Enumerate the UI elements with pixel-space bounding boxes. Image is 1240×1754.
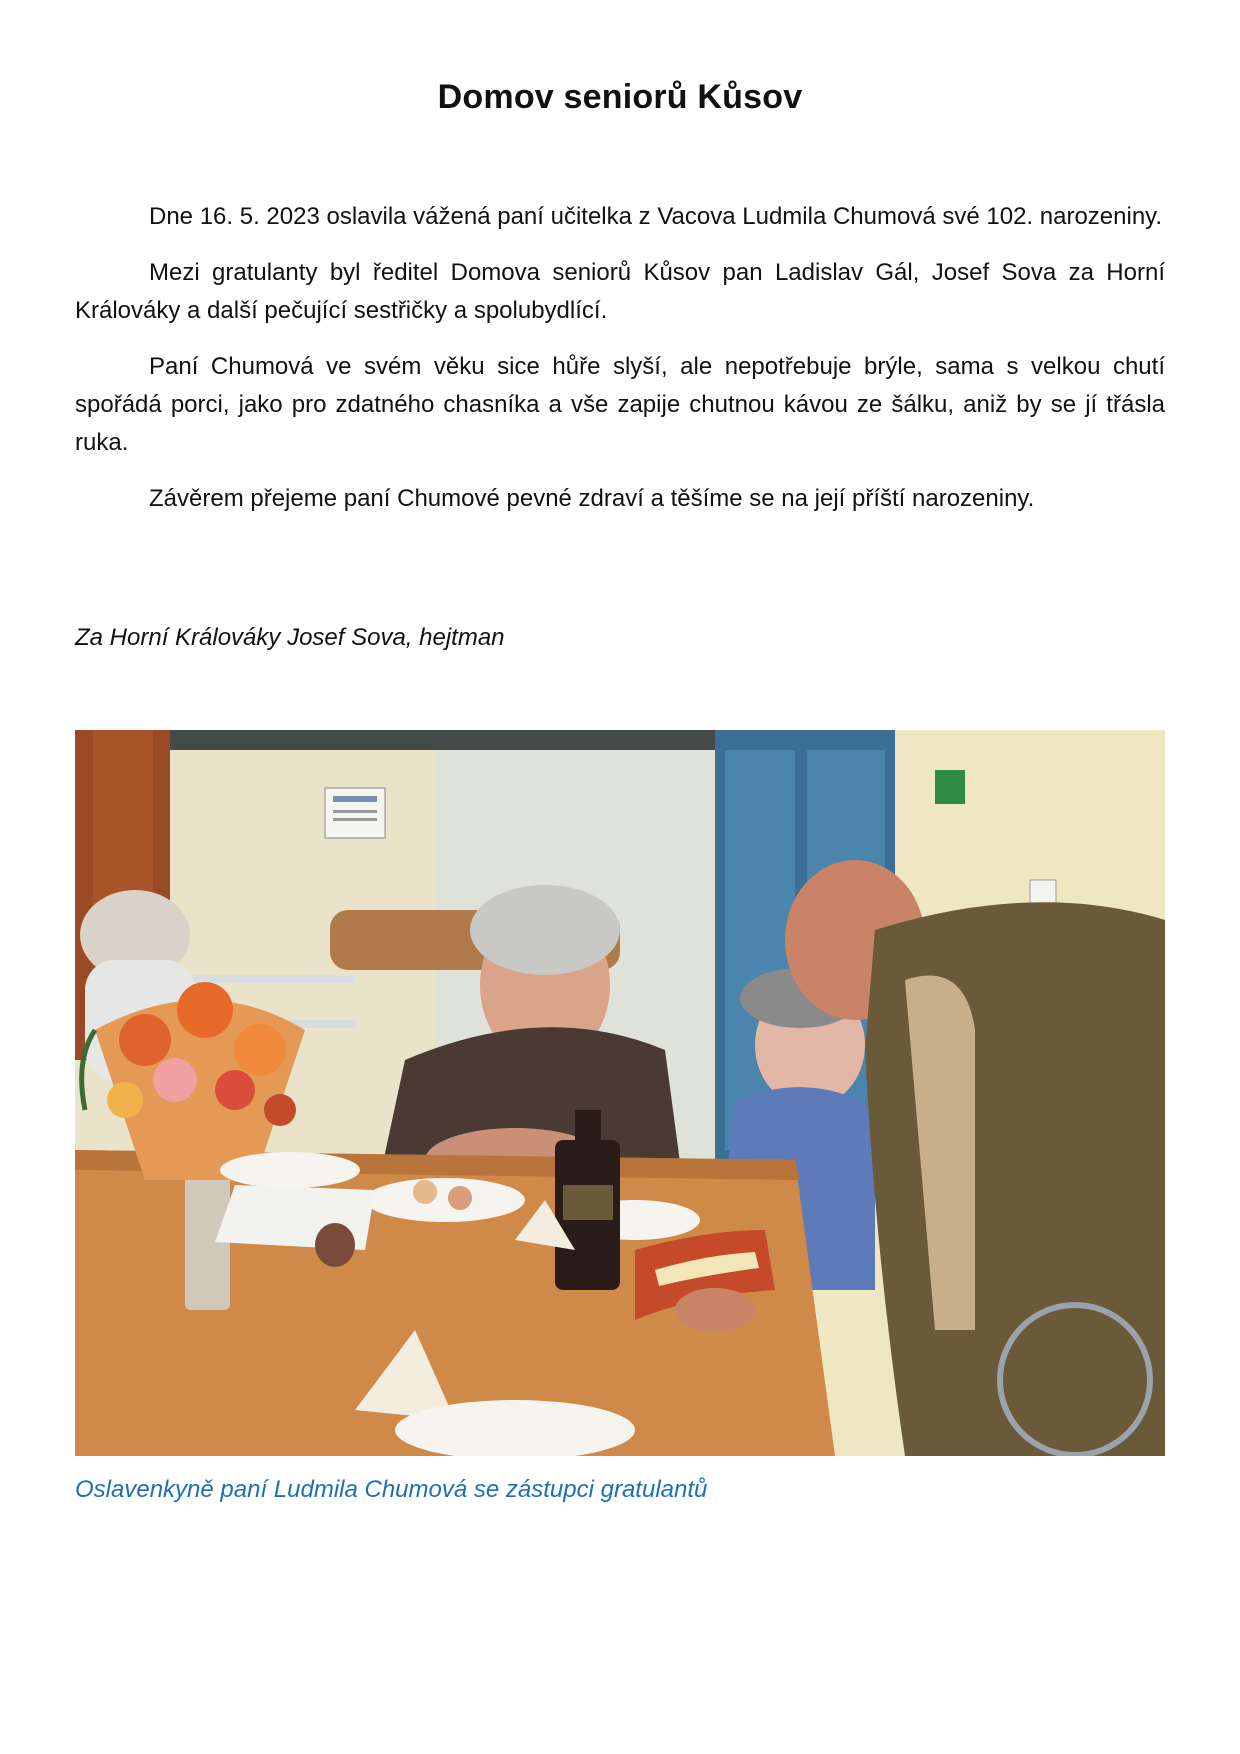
photo-exit-sign: [935, 770, 965, 804]
photo-hand: [675, 1288, 755, 1332]
paragraph-1: Dne 16. 5. 2023 oslavila vážená paní učitelka z Vacova Ludmila Chumová své 102. narozeniny.: [149, 203, 1163, 230]
celebration-photo: [75, 730, 1165, 1456]
paragraph-3: Paní Chumová ve svém věku sice hůře slyší, ale nepotřebuje brýle, sama s velkou chutí spořádá porci, jako pro zdatného chasníka a vše zapije chutnou kávou ze šálku, aniž by se jí třásla ruka.: [75, 353, 1165, 456]
paragraph-2: Mezi gratulanty byl ředitel Domova seniorů Kůsov pan Ladislav Gál, Josef Sova za Horní Králováky a další pečující sestřičky a spolubydlící.: [75, 259, 1165, 324]
photo-plate-2: [365, 1178, 525, 1222]
signature: Za Horní Králováky Josef Sova, hejtman: [75, 624, 505, 651]
page-title: Domov seniorů Kůsov: [437, 78, 803, 116]
paragraph-4: Závěrem přejeme paní Chumové pevné zdraví a těšíme se na její příští narozeniny.: [149, 485, 1035, 512]
photo-candle: [315, 1223, 355, 1267]
photo-ceiling-band: [170, 730, 735, 750]
photo-caption: Oslavenkyně paní Ludmila Chumová se zástupci gratulantů: [75, 1476, 708, 1503]
article-body: [75, 198, 1165, 536]
photo-plate-1: [220, 1152, 360, 1188]
